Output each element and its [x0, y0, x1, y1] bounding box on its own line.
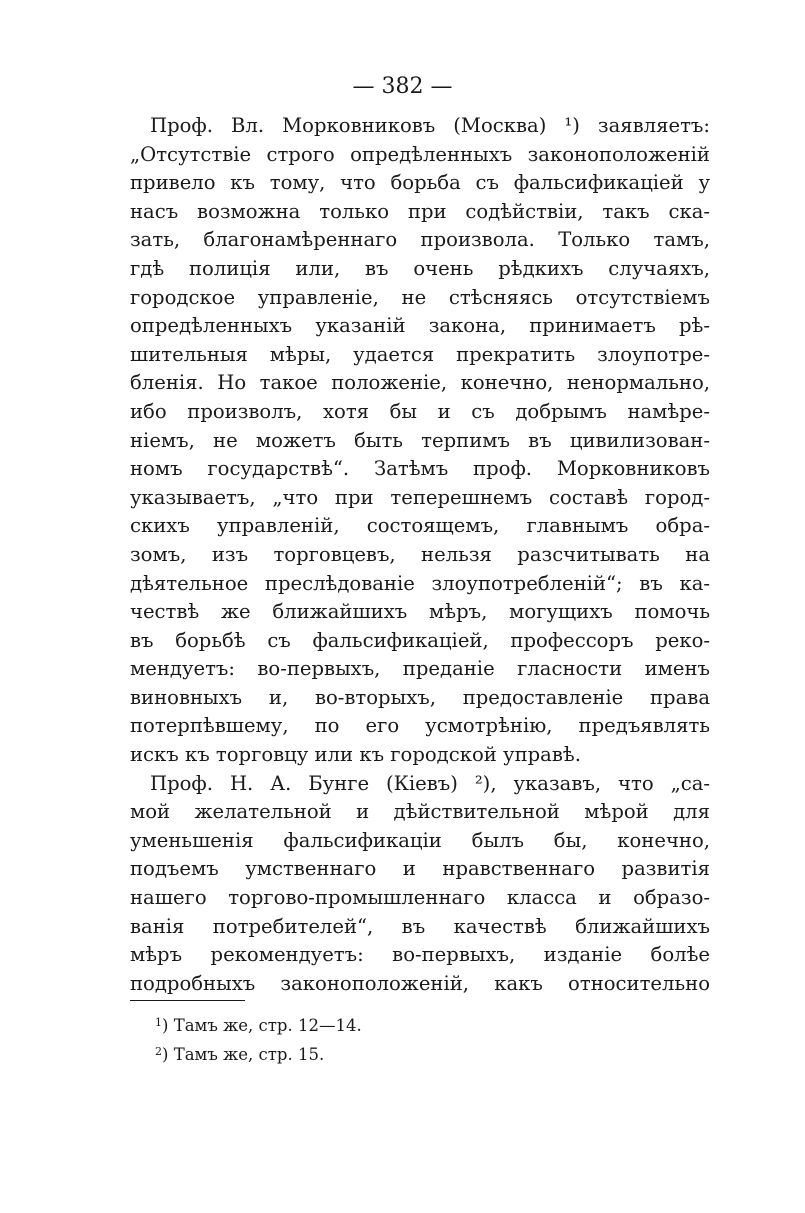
text-line: ніемъ, не можетъ быть терпимъ въ цивилизован- [130, 428, 710, 452]
text-line: чествѣ же ближайшихъ мѣръ, могущихъ помочь [130, 600, 710, 624]
body-text [130, 112, 710, 998]
text-line: въ борьбѣ съ фальсификаціей, профессоръ реко- [130, 628, 710, 652]
footnote-1: $^1$) Тамъ же, стр. 12—14. [155, 1016, 362, 1035]
text-line: ванія потребителей“, въ качествѣ ближайшихъ [130, 914, 710, 938]
text-line: гдѣ полиція или, въ очень рѣдкихъ случаяхъ, [130, 256, 710, 280]
footnote-2: $^2$) Тамъ же, стр. 15. [155, 1045, 325, 1064]
text-line: указываетъ, „что при теперешнемъ составѣ город- [130, 485, 710, 509]
text-line: привело къ тому, что борьба съ фальсификаціей у [130, 171, 710, 195]
text-line: зомъ, изъ торговцевъ, нельзя разсчитывать на [130, 542, 710, 566]
text-line: опредѣленныхъ указаній закона, принимаетъ рѣ- [130, 314, 710, 338]
text-line: искъ къ торговцу или къ городской управѣ. [130, 743, 581, 767]
text-line: виновныхъ и, во-вторыхъ, предоставленіе права [130, 685, 710, 709]
footnote-text: Тамъ же, стр. 15. [173, 1045, 325, 1064]
footnote-text: Тамъ же, стр. 12—14. [173, 1016, 362, 1035]
footnote-divider [130, 1000, 245, 1001]
text-line: Проф. Н. А. Бунге (Кіевъ) ²), указавъ, что „са- [150, 771, 710, 795]
footnote-marker: 2 [155, 1045, 162, 1058]
text-line: нашего торгово-промышленнаго класса и образо- [130, 886, 710, 910]
page-number: — 382 — [352, 74, 453, 99]
text-line: подробныхъ законоположеній, какъ относительно [130, 971, 710, 995]
text-line: Проф. Вл. Морковниковъ (Москва) ¹) заявляетъ: [150, 114, 710, 137]
text-line: зать, благонамѣреннаго произвола. Только тамъ, [130, 228, 710, 252]
text-line: шительныя мѣры, удается прекратить злоупотре- [130, 342, 710, 366]
text-line: ибо произволъ, хотя бы и съ добрымъ намѣре- [130, 399, 710, 423]
text-line: бленія. Но такое положеніе, конечно, ненормально, [130, 371, 710, 395]
text-line: потерпѣвшему, по его усмотрѣнію, предъявлять [130, 714, 710, 738]
text-line: дѣятельное преслѣдованіе злоупотребленій“; въ ка- [130, 571, 710, 595]
text-line: подъемъ умственнаго и нравственнаго развитія [130, 857, 710, 881]
text-line: насъ возможна только при содѣйствіи, такъ ска- [130, 199, 710, 223]
text-line: мендуетъ: во-первыхъ, преданіе гласности именъ [130, 657, 710, 681]
text-line: скихъ управленій, состоящемъ, главнымъ обра- [130, 514, 710, 538]
footnotes [155, 1010, 362, 1068]
text-line: мой желательной и дѣйствительной мѣрой для [130, 800, 710, 824]
text-line: номъ государствѣ“. Затѣмъ проф. Морковниковъ [130, 457, 710, 481]
text-line: городское управленіе, не стѣсняясь отсутствіемъ [130, 285, 710, 309]
footnote-marker: 1 [155, 1016, 162, 1029]
text-line: „Отсутствіе строго опредѣленныхъ законоположеній [130, 142, 710, 166]
text-line: мѣръ рекомендуетъ: во-первыхъ, изданіе болѣе [130, 943, 710, 967]
text-line: уменьшенія фальсификаціи былъ бы, конечно, [130, 828, 710, 852]
